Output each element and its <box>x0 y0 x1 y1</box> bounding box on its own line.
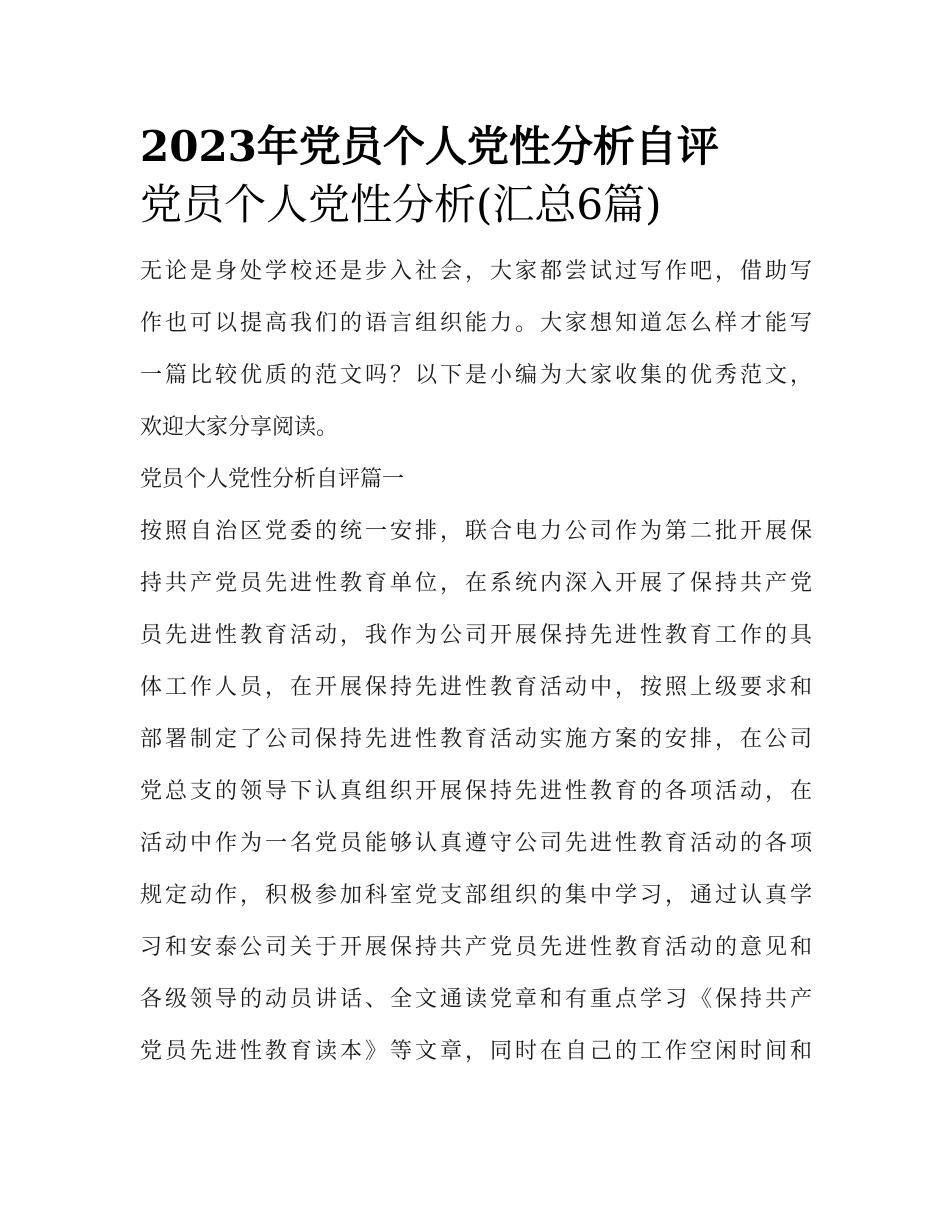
title-line-1: 2023年党员个人党性分析自评 <box>140 122 719 171</box>
section-heading: 党员个人党性分析自评篇一 <box>140 467 405 492</box>
body-line-7: 活动中作为一名党员能够认真遵守公司先进性教育活动的各项 <box>140 831 812 856</box>
body-line-6: 党总支的领导下认真组织开展保持先进性教育的各项活动，在 <box>140 779 812 804</box>
document-title <box>140 118 812 234</box>
body-line-2: 持共产党员先进性教育单位，在系统内深入开展了保持共产党 <box>140 571 812 596</box>
body-line-11: 党员先进性教育读本》等文章，同时在自己的工作空闲时间和 <box>140 1039 812 1064</box>
body-line-1: 按照自治区党委的统一安排，联合电力公司作为第二批开展保 <box>140 519 812 544</box>
body-line-9: 习和安泰公司关于开展保持共产党员先进性教育活动的意见和 <box>140 935 812 960</box>
body-line-10: 各级领导的动员讲话、全文通读党章和有重点学习《保持共产 <box>140 987 812 1012</box>
title-line-2: 党员个人党性分析(汇总6篇) <box>140 180 662 229</box>
intro-line-2: 作也可以提高我们的语言组织能力。大家想知道怎么样才能写 <box>140 311 812 336</box>
section-heading-paragraph <box>140 454 812 506</box>
intro-line-3: 一篇比较优质的范文吗？以下是小编为大家收集的优秀范文， <box>140 363 812 388</box>
body-paragraph <box>140 506 812 1078</box>
intro-paragraph <box>140 246 812 454</box>
body-line-3: 员先进性教育活动，我作为公司开展保持先进性教育工作的具 <box>140 623 812 648</box>
document-content <box>140 118 812 1078</box>
body-line-8: 规定动作，积极参加科室党支部组织的集中学习，通过认真学 <box>140 883 812 908</box>
intro-line-1: 无论是身处学校还是步入社会，大家都尝试过写作吧，借助写 <box>140 259 812 284</box>
body-line-5: 部署制定了公司保持先进性教育活动实施方案的安排，在公司 <box>140 727 812 752</box>
body-line-4: 体工作人员，在开展保持先进性教育活动中，按照上级要求和 <box>140 675 812 700</box>
intro-line-4: 欢迎大家分享阅读。 <box>140 415 339 440</box>
